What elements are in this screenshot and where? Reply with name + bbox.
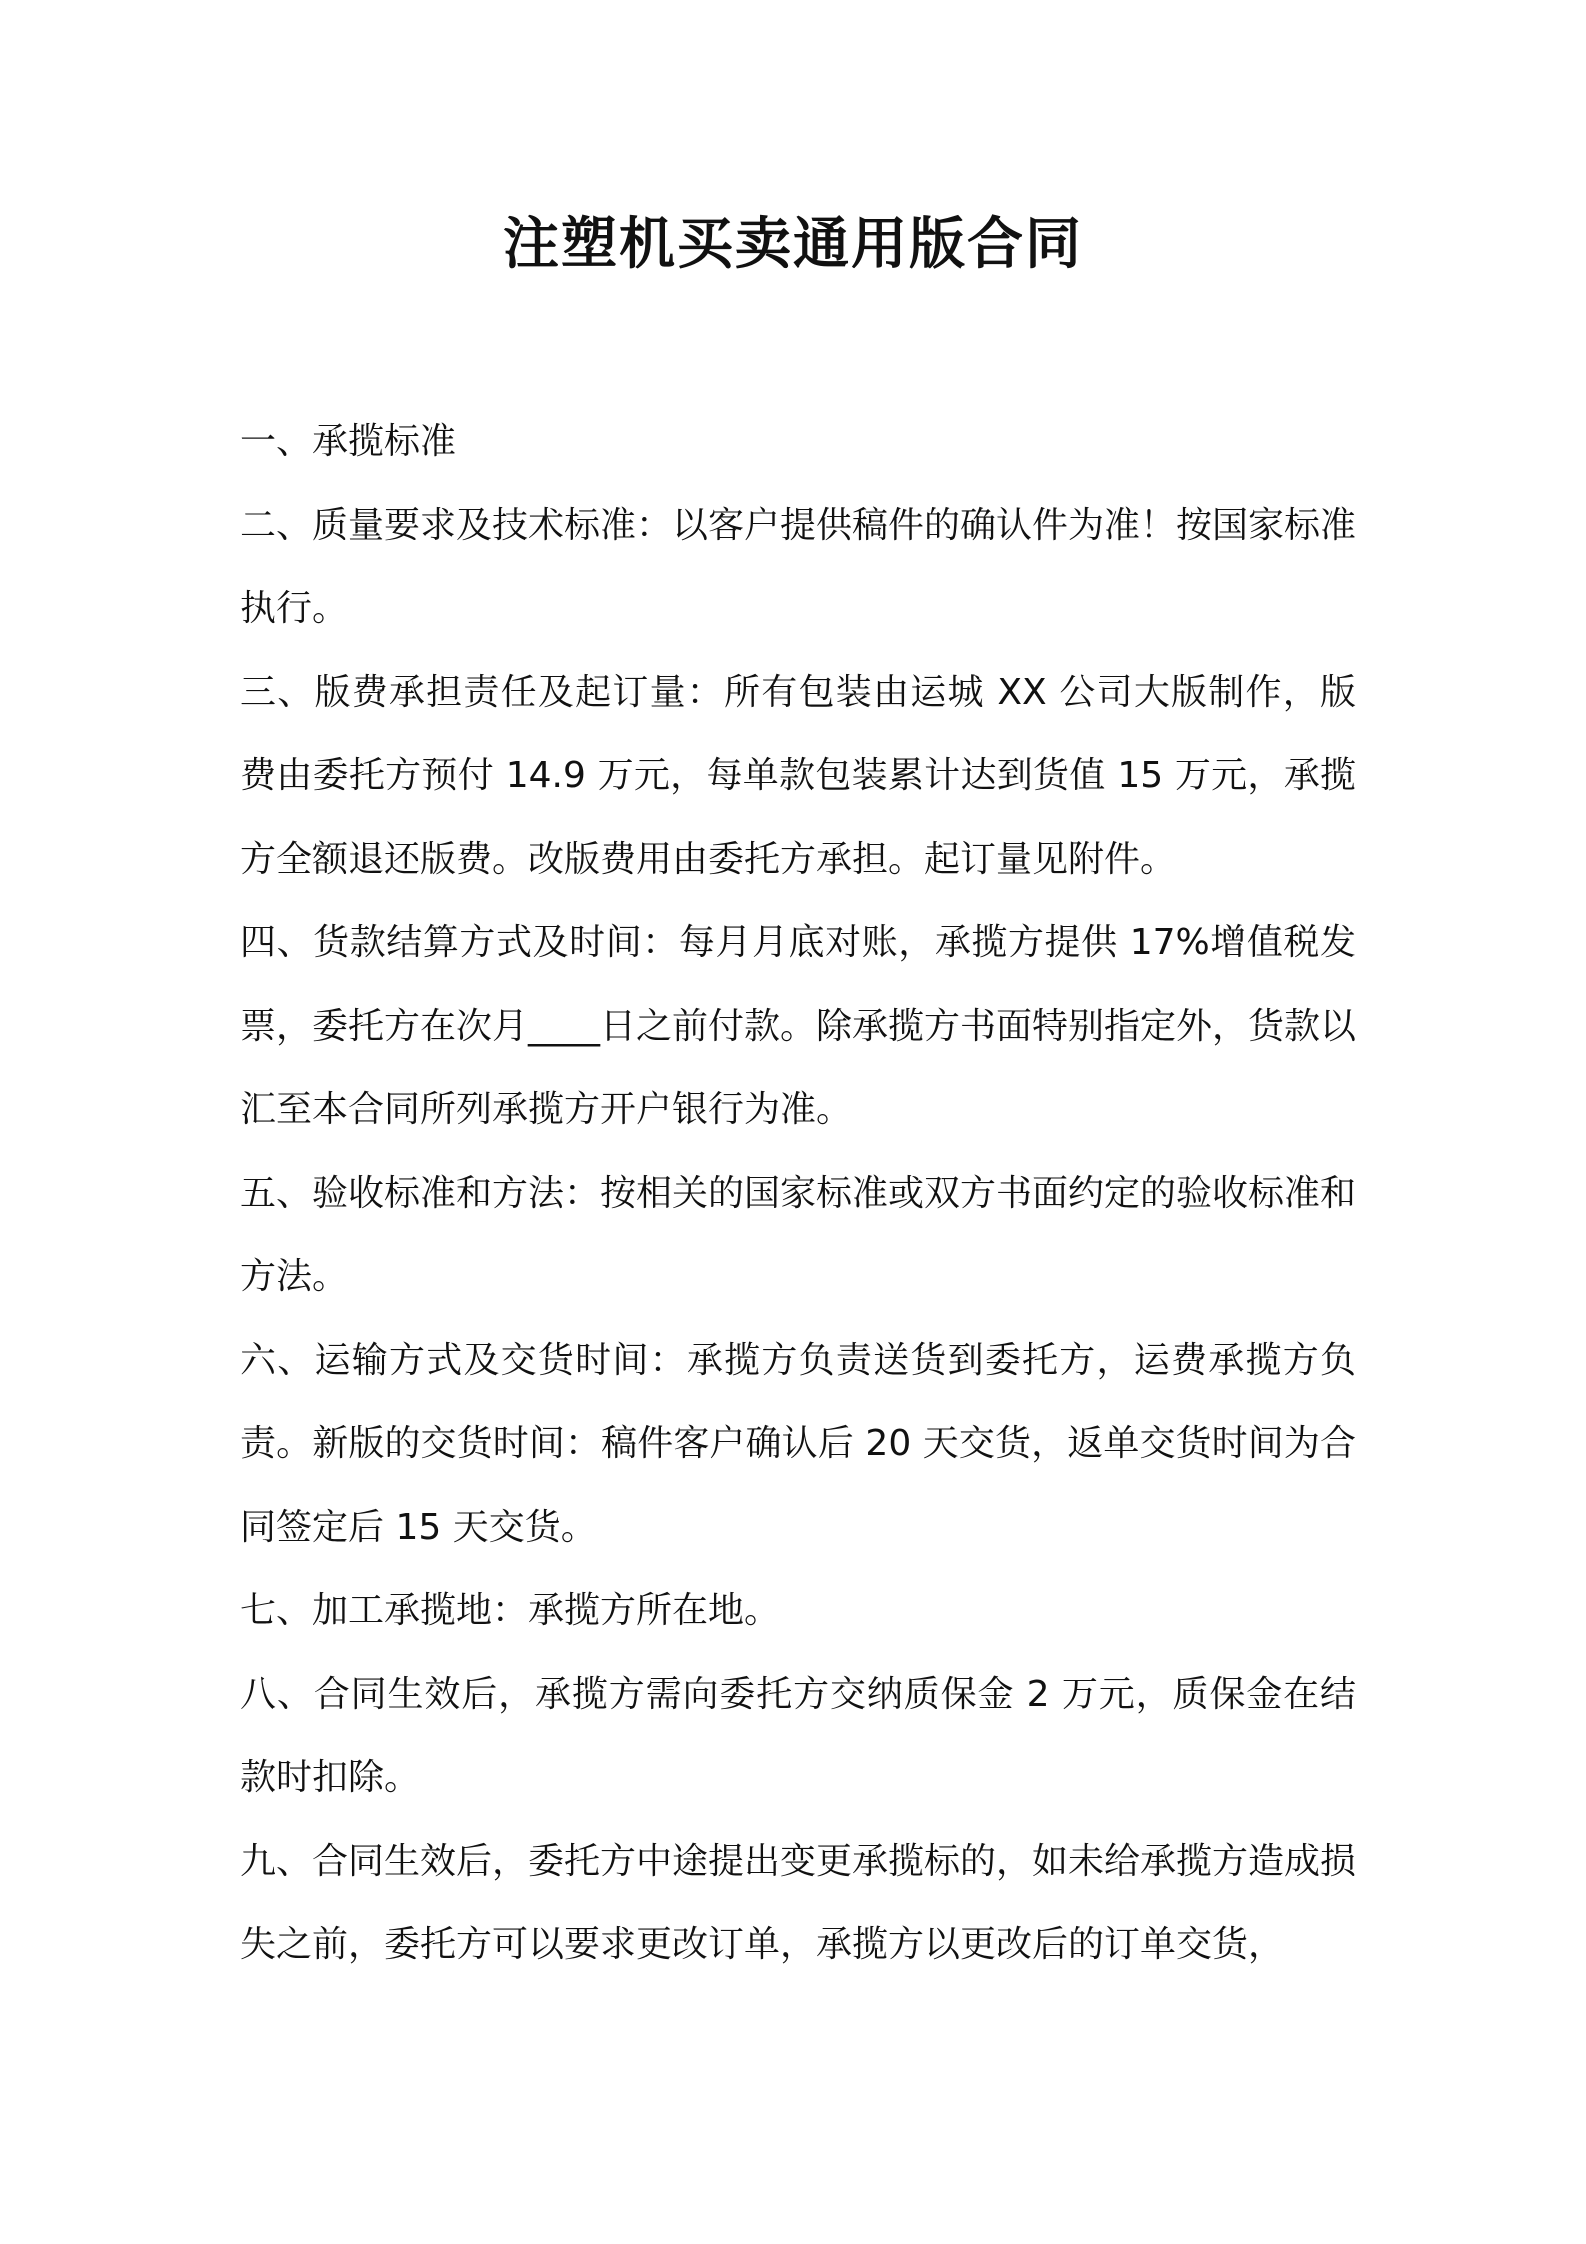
clause-7: 七、加工承揽地：承揽方所在地。 bbox=[240, 1590, 781, 1631]
contract-body bbox=[240, 400, 1356, 1987]
clause-5: 五、验收标准和方法：按相关的国家标准或双方书面约定的验收标准和方法。 bbox=[240, 1172, 1357, 1297]
clause-2: 二、质量要求及技术标准：以客户提供稿件的确认件为准！按国家标准执行。 bbox=[240, 504, 1357, 629]
document-title: 注塑机买卖通用版合同 bbox=[503, 212, 1083, 277]
clause-8: 八、合同生效后，承揽方需向委托方交纳质保金 2 万元，质保金在结款时扣除。 bbox=[240, 1673, 1356, 1798]
clause-9: 九、合同生效后，委托方中途提出变更承揽标的，如未给承揽方造成损失之前，委托方可以要求更改订单，承揽方以更改后的订单交货， bbox=[240, 1840, 1357, 1965]
clause-4: 四、货款结算方式及时间：每月月底对账，承揽方提供 17%增值税发票，委托方在次月____日之前付款。除承揽方书面特别指定外，货款以汇至本合同所列承揽方开户银行为准。 bbox=[240, 922, 1357, 1130]
clause-3: 三、版费承担责任及起订量：所有包装由运城 XX 公司大版制作，版费由委托方预付 14.9 万元，每单款包装累计达到货值 15 万元，承揽方全额退还版费。改版费用由委托方承担。起订量见附件。 bbox=[240, 671, 1356, 880]
clause-1: 一、承揽标准 bbox=[240, 421, 457, 462]
clause-6: 六、运输方式及交货时间：承揽方负责送货到委托方，运费承揽方负责。新版的交货时间：稿件客户确认后 20 天交货，返单交货时间为合同签定后 15 天交货。 bbox=[240, 1339, 1356, 1548]
